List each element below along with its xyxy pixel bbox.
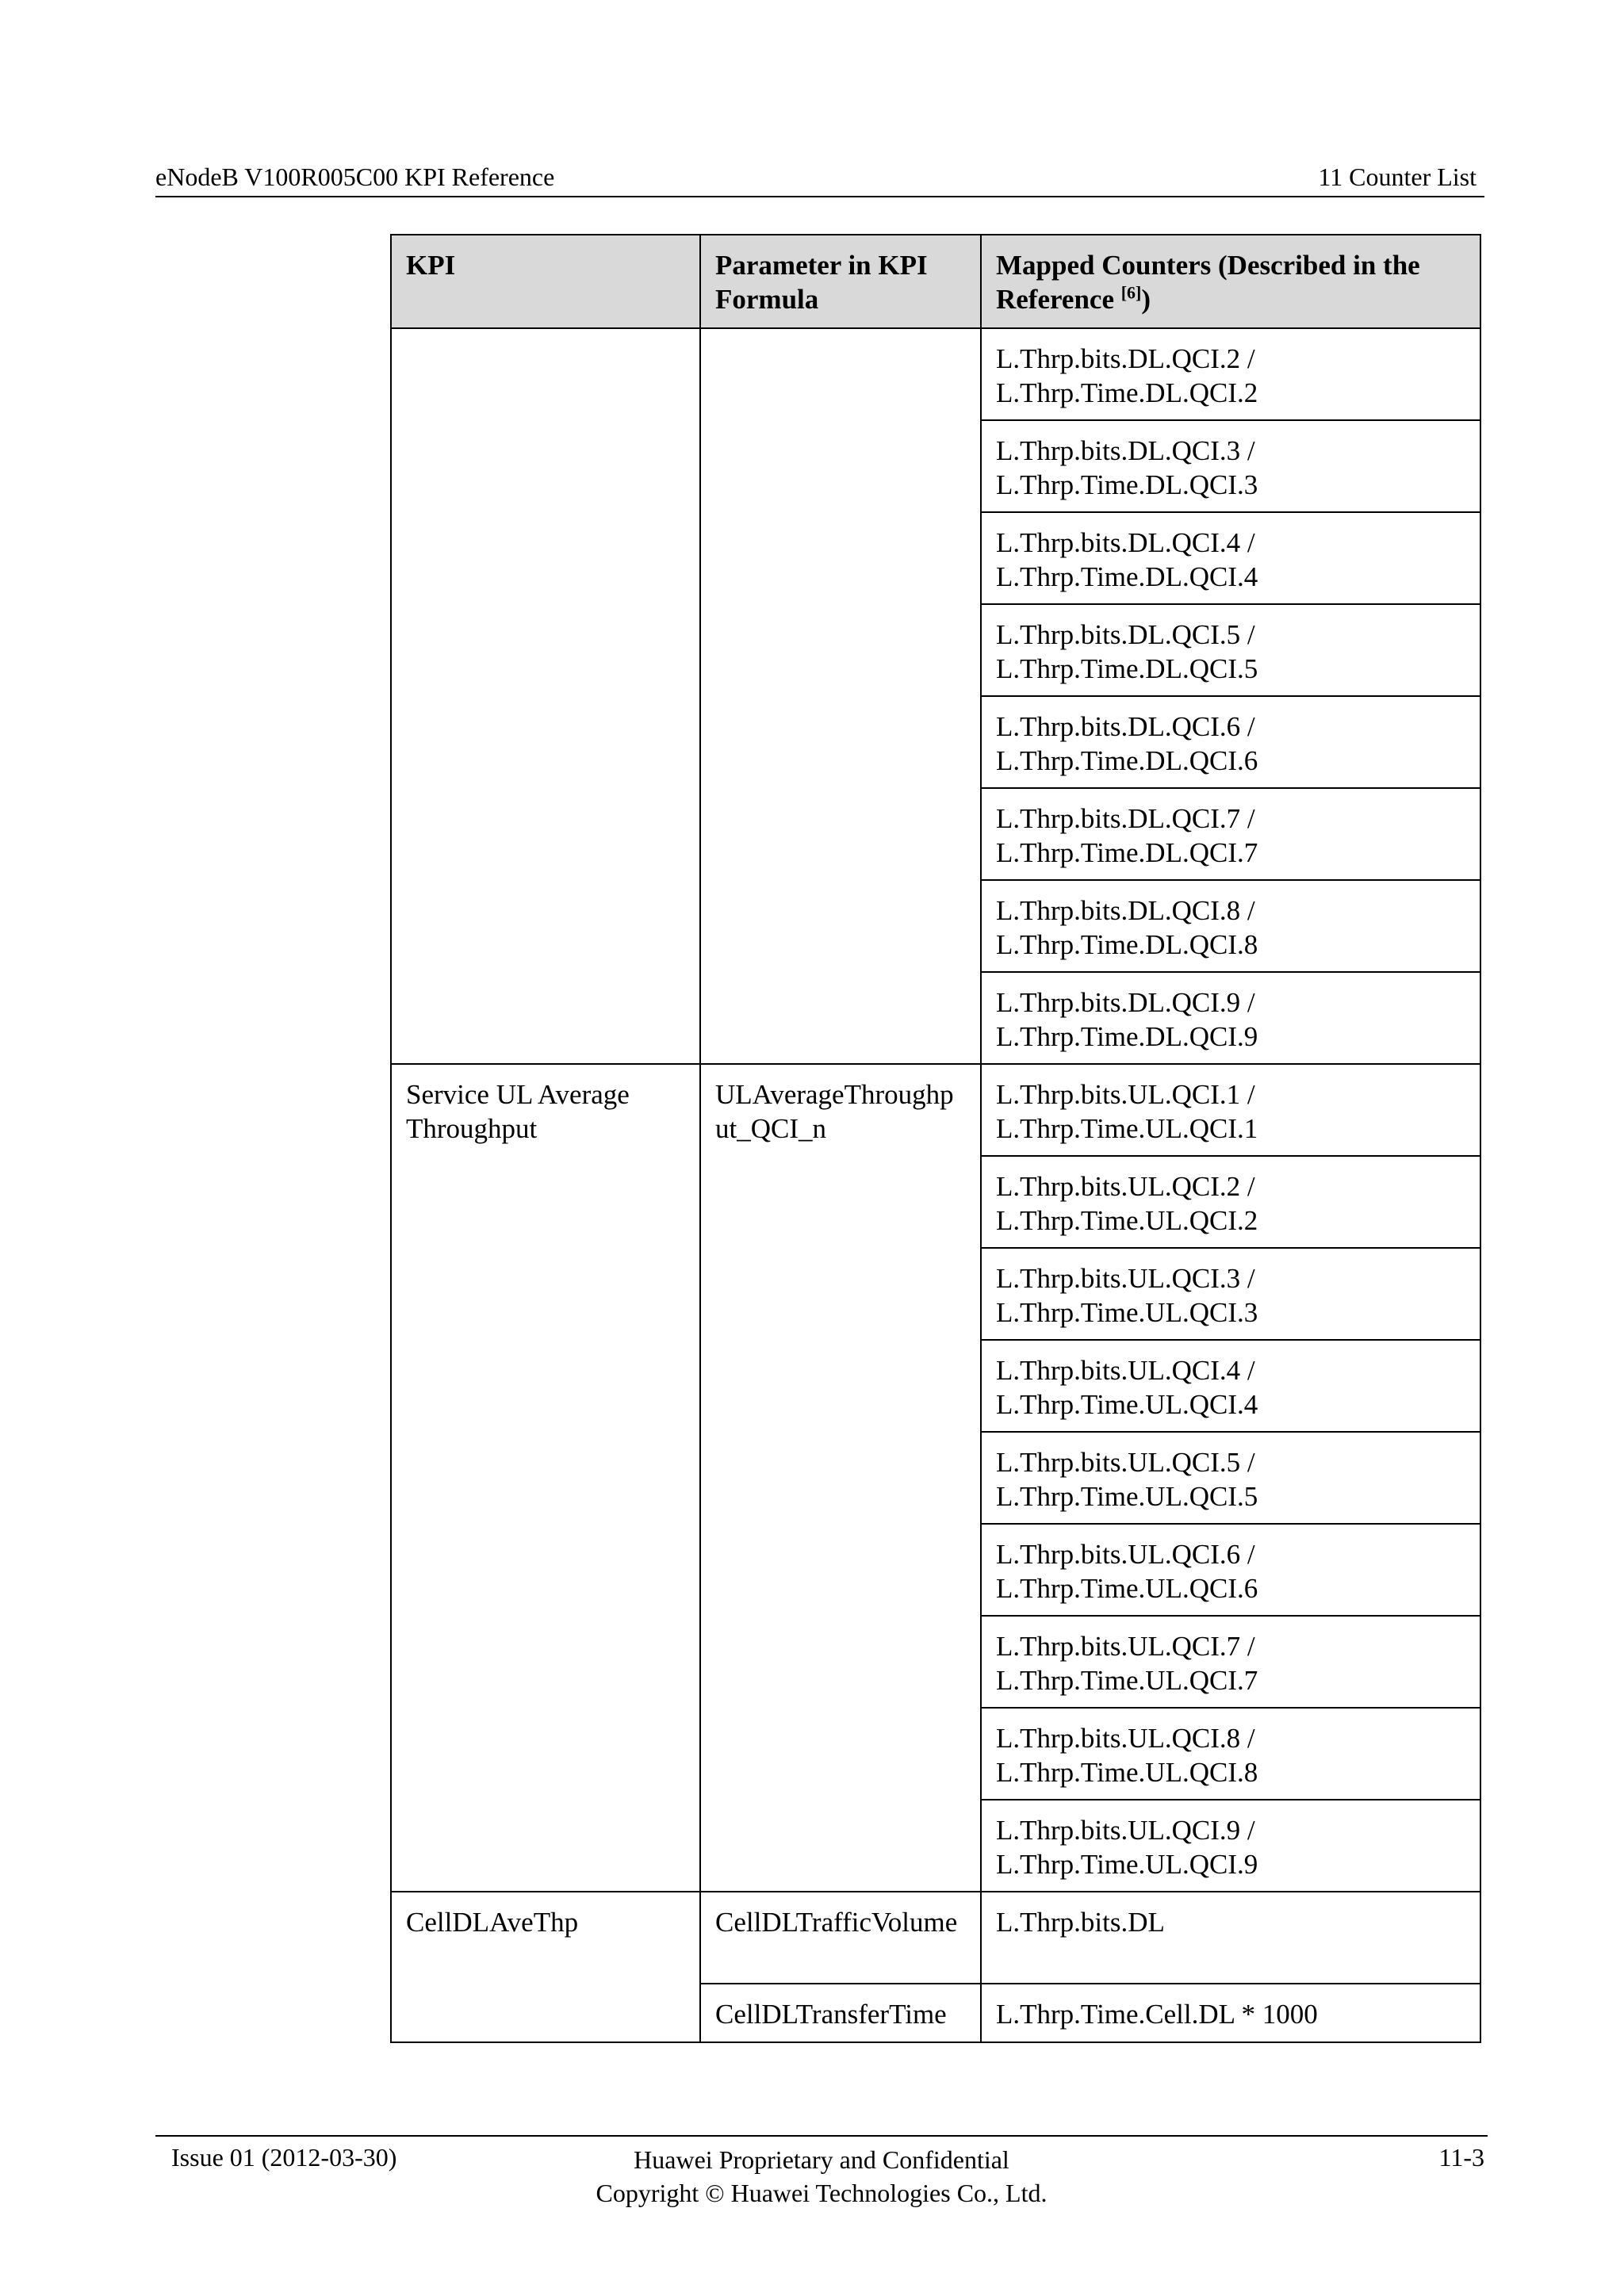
header-parameter: Parameter in KPI Formula (700, 235, 981, 328)
header-mapped-text: Mapped Counters (Described in the Reference (996, 250, 1420, 315)
confidential-notice: Huawei Proprietary and Confidential (634, 2145, 1009, 2174)
header-mapped-counters (981, 235, 1480, 328)
counter-table (390, 234, 1481, 2043)
counter-cell: L.Thrp.bits.UL.QCI.1 / L.Thrp.Time.UL.QCI.1 (981, 1064, 1480, 1156)
counter-cell: L.Thrp.bits.UL.QCI.2 / L.Thrp.Time.UL.QCI.2 (981, 1156, 1480, 1248)
header-kpi: KPI (391, 235, 700, 328)
header-mapped-close: ) (1141, 284, 1151, 315)
footer-center (155, 2143, 1488, 2210)
counter-cell: L.Thrp.bits.DL.QCI.5 / L.Thrp.Time.DL.QCI.5 (981, 604, 1480, 696)
counter-cell: L.Thrp.bits.DL.QCI.2 / L.Thrp.Time.DL.QCI.2 (981, 328, 1480, 420)
counter-cell: L.Thrp.bits.DL.QCI.3 / L.Thrp.Time.DL.QCI.3 (981, 420, 1480, 512)
parameter-cell: CellDLTransferTime (700, 1984, 981, 2042)
counter-cell: L.Thrp.bits.DL.QCI.4 / L.Thrp.Time.DL.QCI.4 (981, 512, 1480, 604)
counter-cell: L.Thrp.bits.UL.QCI.6 / L.Thrp.Time.UL.QCI.6 (981, 1524, 1480, 1616)
counter-cell: L.Thrp.bits.UL.QCI.5 / L.Thrp.Time.UL.QCI.5 (981, 1432, 1480, 1524)
page-header (155, 161, 1484, 197)
counter-cell: L.Thrp.bits.DL.QCI.6 / L.Thrp.Time.DL.QCI.6 (981, 696, 1480, 788)
copyright-notice: Copyright © Huawei Technologies Co., Ltd. (596, 2179, 1048, 2207)
counter-cell: L.Thrp.bits.DL.QCI.8 / L.Thrp.Time.DL.QCI.8 (981, 880, 1480, 972)
chapter-title: 11 Counter List (1318, 163, 1477, 191)
counter-cell: L.Thrp.bits.UL.QCI.8 / L.Thrp.Time.UL.QCI.8 (981, 1708, 1480, 1800)
counter-cell: L.Thrp.bits.UL.QCI.9 / L.Thrp.Time.UL.QCI.9 (981, 1800, 1480, 1892)
page-footer (155, 2135, 1488, 2232)
counter-cell: L.Thrp.Time.Cell.DL * 1000 (981, 1984, 1480, 2042)
issue-date: Issue 01 (2012-03-30) (171, 2143, 397, 2172)
counter-cell: L.Thrp.bits.UL.QCI.7 / L.Thrp.Time.UL.QCI.7 (981, 1616, 1480, 1708)
kpi-cell-ul-average-throughput: Service UL Average Throughput (391, 1064, 700, 1892)
parameter-cell-ul-average-throughput: ULAverageThroughput_QCI_n (700, 1064, 981, 1892)
kpi-cell-cell-dl-ave-thp: CellDLAveThp (391, 1892, 700, 2042)
counter-cell: L.Thrp.bits.UL.QCI.3 / L.Thrp.Time.UL.QCI.3 (981, 1248, 1480, 1340)
table-row (391, 1892, 1480, 1984)
counter-cell: L.Thrp.bits.DL.QCI.9 / L.Thrp.Time.DL.QCI.9 (981, 972, 1480, 1064)
table-row (391, 1064, 1480, 1156)
page-number: 11-3 (1438, 2143, 1484, 2172)
table-header-row (391, 235, 1480, 328)
table-row (391, 328, 1480, 420)
counter-cell: L.Thrp.bits.DL (981, 1892, 1480, 1984)
reference-marker: [6] (1120, 282, 1142, 303)
kpi-cell-continued (391, 328, 700, 1064)
parameter-cell: CellDLTrafficVolume (700, 1892, 981, 1984)
counter-cell: L.Thrp.bits.DL.QCI.7 / L.Thrp.Time.DL.QCI.7 (981, 788, 1480, 880)
parameter-cell-continued (700, 328, 981, 1064)
counter-cell: L.Thrp.bits.UL.QCI.4 / L.Thrp.Time.UL.QCI.4 (981, 1340, 1480, 1432)
document-title: eNodeB V100R005C00 KPI Reference (155, 163, 555, 191)
